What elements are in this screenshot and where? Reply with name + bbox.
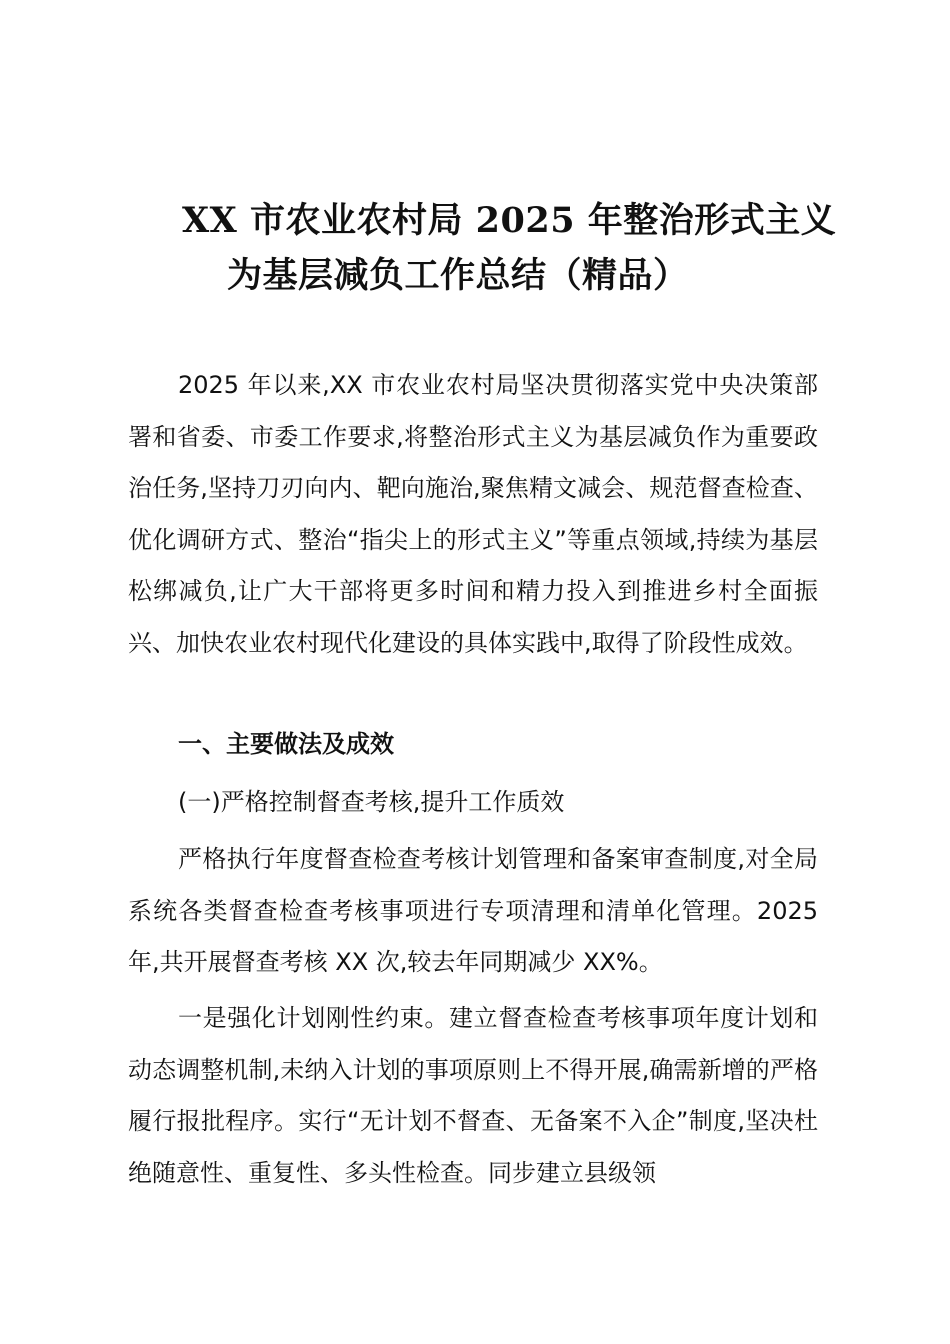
section-1-heading: 一、主要做法及成效: [178, 730, 394, 758]
intro-paragraph: 2025 年以来,XX 市农业农村局坚决贯彻落实党中央决策部署和省委、市委工作要求,将整治形式主义为基层减负作为重要政治任务,坚持刀刃向内、靶向施治,聚焦精文减会、规范督查检查、优化调研方式、整治“指尖上的形式主义”等重点领域,持续为基层松绑减负,让广大干部将更多时间和精力投入到推进乡村全面振兴、加快农业农村现代化建设的具体实践中,取得了阶段性成效。: [128, 371, 818, 657]
plan-block: [128, 993, 818, 1199]
intro-block: [128, 360, 818, 669]
subsection-1-heading: (一)严格控制督查考核,提升工作质效: [178, 788, 565, 816]
title-line-2: 为基层减负工作总结（精品）: [227, 255, 689, 296]
subsection-1-block: [128, 777, 818, 829]
supervision-paragraph: 严格执行年度督查检查考核计划管理和备案审查制度,对全局系统各类督查检查考核事项进行专项清理和清单化管理。2025 年,共开展督查考核 XX 次,较去年同期减少 XX%。: [128, 845, 818, 976]
title-line-1: XX 市农业农村局 2025 年整治形式主义: [182, 200, 837, 241]
supervision-block: [128, 834, 818, 989]
plan-paragraph: 一是强化计划刚性约束。建立督查检查考核事项年度计划和动态调整机制,未纳入计划的事项原则上不得开展,确需新增的严格履行报批程序。实行“无计划不督查、无备案不入企”制度,坚决杜绝随意性、重复性、多头性检查。同步建立县级领: [128, 1004, 818, 1187]
section-1-block: [128, 719, 818, 771]
